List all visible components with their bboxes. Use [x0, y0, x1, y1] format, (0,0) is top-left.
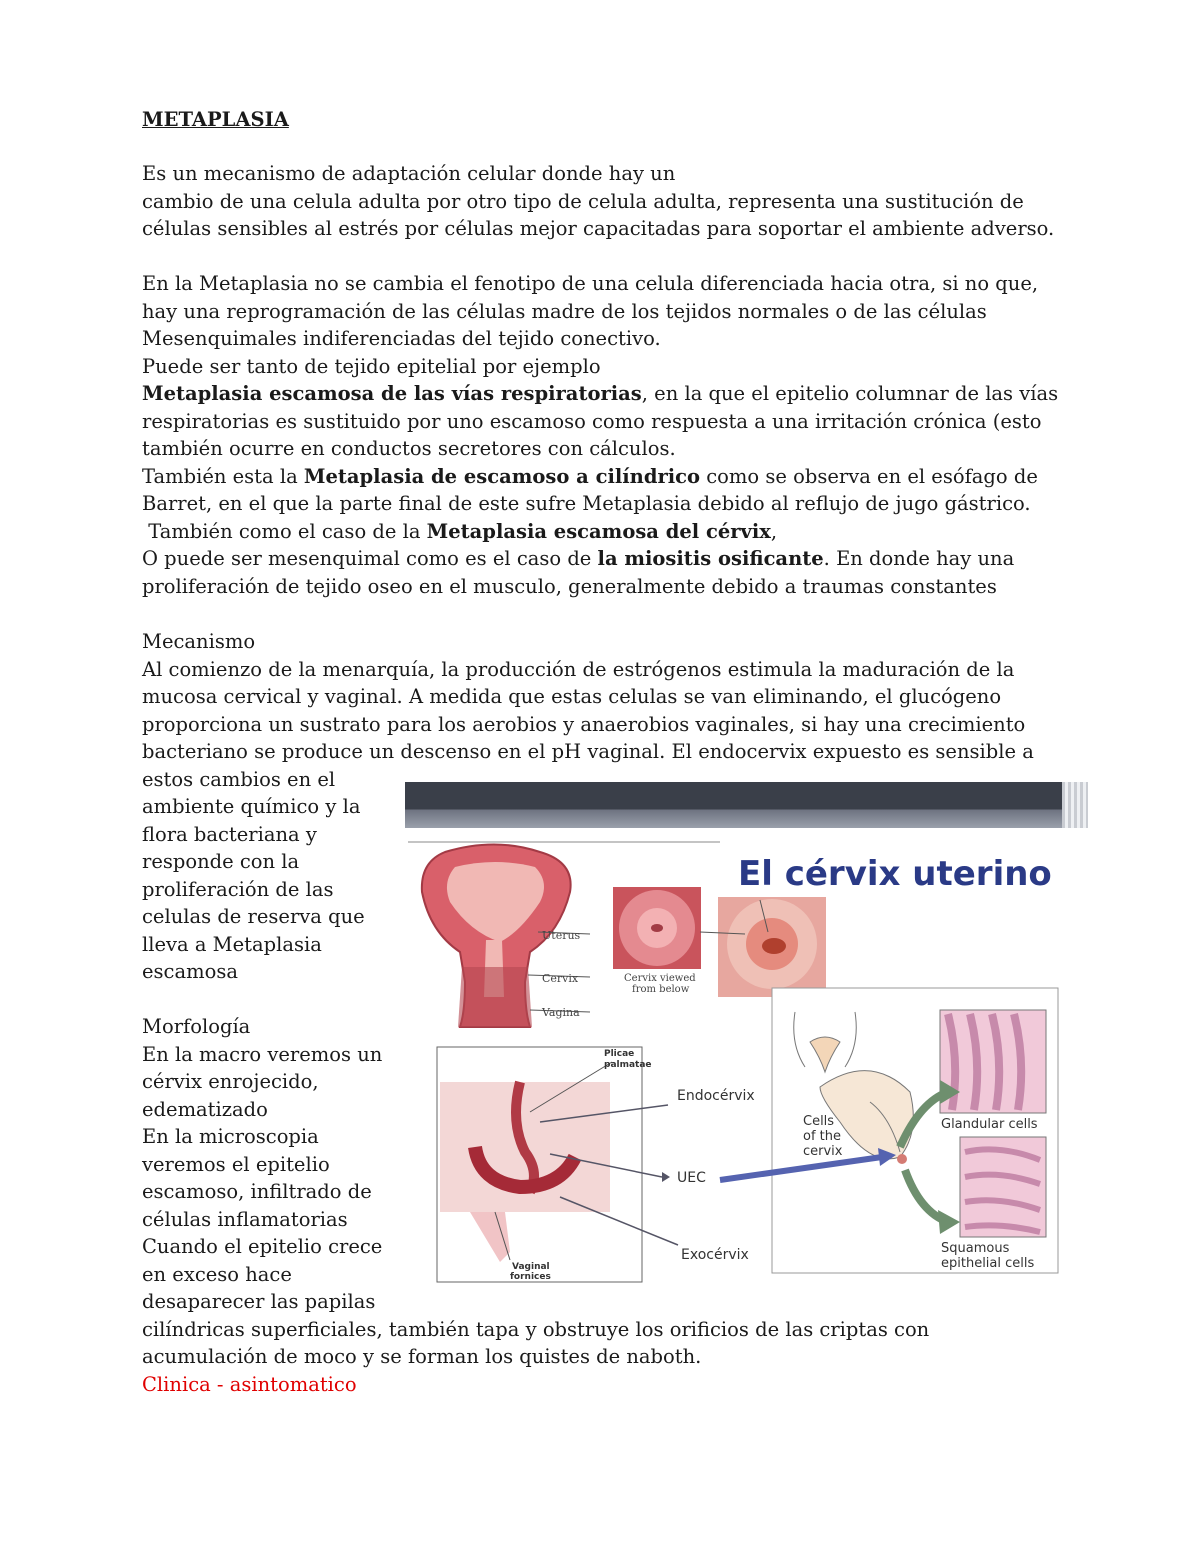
text-span: También esta la: [142, 464, 304, 488]
text-line: Al comienzo de la menarquía, la producción de estrógenos estimula la maduración de la: [142, 657, 1015, 681]
text-line: desaparecer las papilas: [142, 1290, 376, 1313]
text-span: También como el caso de la: [142, 519, 427, 543]
text-line: proliferación de tejido oseo en el musculo, generalmente debido a traumas constantes: [142, 574, 997, 598]
text-line: cambio de una celula adulta por otro tipo de celula adulta, representa una sustitución de: [142, 189, 1024, 213]
uterus-drawing: [422, 845, 590, 1028]
paragraph-types: [142, 270, 1058, 600]
text-line: ambiente químico y la: [142, 795, 361, 818]
text-line: cilíndricas superficiales, también tapa y obstruye los orificios de las criptas con: [142, 1317, 930, 1341]
label-exocervix: Exocérvix: [681, 1247, 749, 1263]
cervix-cross-section: [437, 1047, 755, 1282]
cervix-below-photo: [613, 887, 701, 995]
text-line: Cuando el epitelio crece: [142, 1235, 383, 1258]
text-line: [142, 518, 1058, 546]
text-line: cérvix enrojecido,: [142, 1070, 319, 1093]
label-uterus: Uterus: [542, 929, 581, 942]
label-viewed-1: Cervix viewed: [624, 973, 696, 984]
text-line: [142, 463, 1058, 491]
bold-term: Metaplasia escamosa de las vías respiratorias: [142, 382, 642, 405]
label-uec: UEC: [677, 1170, 706, 1186]
text-line: Es un mecanismo de adaptación celular donde hay un: [142, 162, 676, 185]
cell-diagram: [720, 988, 1058, 1273]
text-line: edematizado: [142, 1097, 268, 1121]
label-plicae-2: palmatae: [604, 1060, 652, 1070]
text-line: células sensibles al estrés por células mejor capacitadas para soportar el ambiente adverso.: [142, 217, 1055, 240]
figure-title: El cérvix uterino: [738, 854, 1052, 894]
text-line: respiratorias es sustituido por uno escamoso como respuesta a una irritación crónica (esto: [142, 409, 1042, 433]
text-line: escamoso, infiltrado de: [142, 1180, 372, 1203]
text-line: escamosa: [142, 960, 238, 983]
text-line: células inflamatorias: [142, 1207, 348, 1231]
text-span: ,: [770, 519, 778, 543]
label-cells-1: Cells: [803, 1114, 835, 1129]
cervix-photo: [700, 897, 826, 997]
label-cells-3: cervix: [803, 1144, 843, 1159]
text-line: proporciona un sustrato para los aerobios y anaerobios vaginales, si hay una crecimiento: [142, 712, 1026, 736]
text-line: En la Metaplasia no se cambia el fenotipo de una celula diferenciada hacia otra, si no que,: [142, 272, 1039, 295]
label-endocervix: Endocérvix: [677, 1088, 755, 1104]
label-cervix: Cervix: [542, 972, 579, 985]
cervix-figure: [400, 782, 1090, 1292]
text-line: Mesenquimales indiferenciadas del tejido conectivo.: [142, 327, 661, 350]
text-line: veremos el epitelio: [142, 1152, 330, 1176]
label-vaginal-1: Vaginal: [512, 1262, 550, 1272]
text-span: , en la que el epitelio columnar de las vías: [641, 382, 1059, 405]
label-glandular-cells: Glandular cells: [941, 1117, 1038, 1132]
text-line: [142, 380, 1058, 408]
text-line: mucosa cervical y vaginal. A medida que estas celulas se van eliminando, el glucógeno: [142, 685, 1002, 708]
text-line: Barret, en el que la parte final de este sufre Metaplasia debido al reflujo de jugo gástrico.: [142, 492, 1031, 515]
label-squamous-1: Squamous: [941, 1241, 1010, 1256]
text-span: O puede ser mesenquimal como es el caso de: [142, 547, 598, 570]
text-line: acumulación de moco y se forman los quistes de naboth.: [142, 1345, 702, 1368]
text-line: lleva a Metaplasia: [142, 932, 322, 956]
label-plicae-1: Plicae: [604, 1049, 635, 1059]
clinica-note: Clinica - asintomatico: [142, 1372, 357, 1396]
text-span: como se observa en el esófago de: [700, 464, 1038, 488]
label-cells-2: of the: [803, 1129, 841, 1144]
bold-term: Metaplasia de escamoso a cilíndrico: [303, 464, 701, 488]
section-heading: Morfología: [142, 1015, 251, 1038]
document-title: METAPLASIA: [142, 108, 289, 131]
text-line: estos cambios en el: [142, 767, 336, 791]
label-squamous-2: epithelial cells: [941, 1256, 1035, 1271]
text-line: proliferación de las: [142, 877, 334, 901]
text-line: en exceso hace: [142, 1262, 292, 1286]
text-line: hay una reprogramación de las células madre de los tejidos normales o de las células: [142, 299, 987, 323]
label-vagina: Vagina: [542, 1006, 580, 1019]
cervix-illustrations: [400, 782, 1090, 1292]
text-line: [142, 545, 1058, 573]
text-span: . En donde hay una: [823, 547, 1015, 570]
bold-term: Metaplasia escamosa del cérvix: [426, 519, 771, 543]
bold-term: la miositis osificante: [597, 547, 824, 570]
text-line: Puede ser tanto de tejido epitelial por ejemplo: [142, 354, 601, 378]
text-line: En la microscopia: [142, 1125, 319, 1148]
text-line: En la macro veremos un: [142, 1042, 383, 1066]
text-line: bacteriano se produce un descenso en el pH vaginal. El endocervix expuesto es sensible a: [142, 740, 1034, 763]
label-vaginal-2: fornices: [510, 1272, 551, 1282]
text-line: responde con la: [142, 850, 300, 873]
text-line: celulas de reserva que: [142, 905, 365, 928]
section-heading: Mecanismo: [142, 630, 256, 653]
text-line: flora bacteriana y: [142, 822, 317, 846]
label-viewed-2: from below: [632, 984, 690, 995]
text-line: también ocurre en conductos secretores con cálculos.: [142, 437, 676, 460]
paragraph-definition: [142, 160, 1054, 243]
